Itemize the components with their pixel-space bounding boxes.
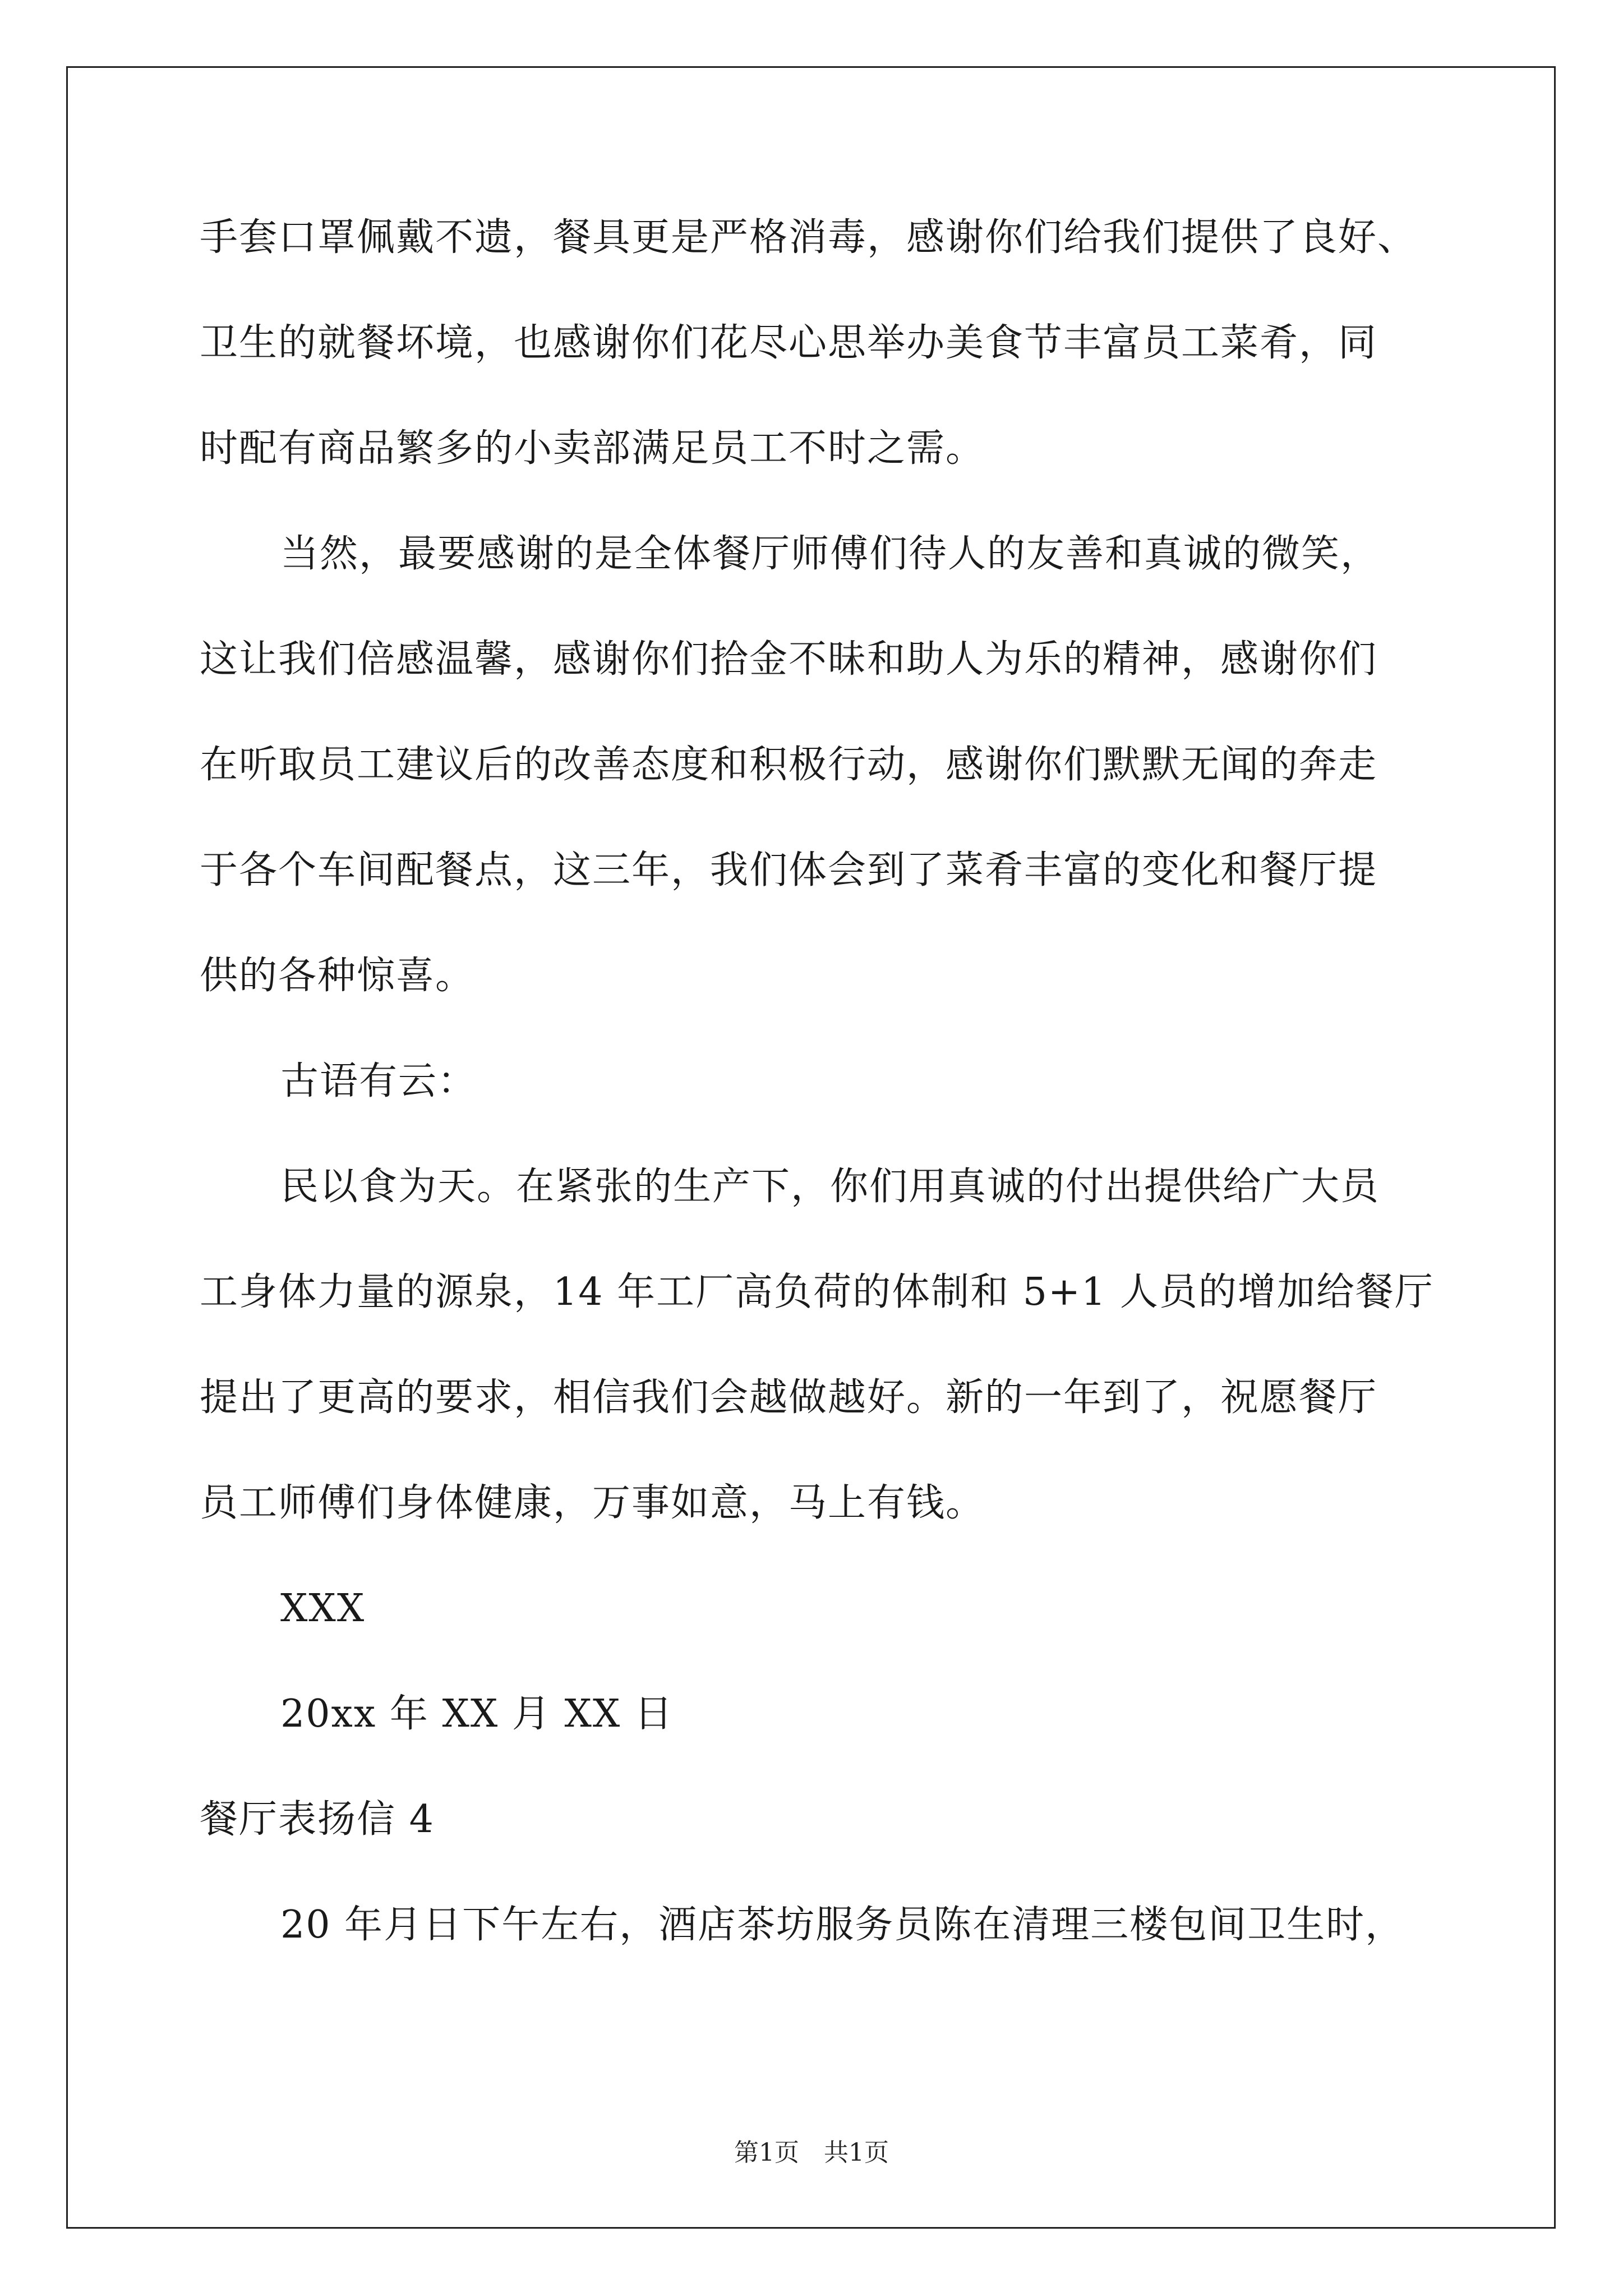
- text-line: 时配有商品繁多的小卖部满足员工不时之需。: [200, 426, 985, 471]
- text-line: 民以食为天。在紧张的生产下，你们用真诚的付出提供给广大员: [280, 1165, 1380, 1209]
- text-line: 工身体力量的源泉，14 年工厂高负荷的体制和 5+1 人员的增加给餐厅: [200, 1270, 1434, 1314]
- page-footer: 第1页 共1页: [734, 2138, 889, 2167]
- text-line: 古语有云：: [280, 1059, 477, 1103]
- text-line: 手套口罩佩戴不遗，餐具更是严格消毒，感谢你们给我们提供了良好、: [200, 215, 1417, 260]
- section-heading: 餐厅表扬信 4: [200, 1797, 435, 1842]
- text-line: 供的各种惊喜。: [200, 954, 475, 998]
- signature-name: XXX: [280, 1586, 366, 1631]
- text-line: 当然，最要感谢的是全体餐厅师傅们待人的友善和真诚的微笑，: [280, 532, 1380, 576]
- text-line: 卫生的就餐坏境，也感谢你们花尽心思举办美食节丰富员工菜肴，同: [200, 321, 1378, 365]
- signature-date: 20xx 年 XX 月 XX 日: [280, 1692, 674, 1736]
- text-line: 这让我们倍感温馨，感谢你们拾金不昧和助人为乐的精神，感谢你们: [200, 637, 1378, 682]
- text-line: 20 年月日下午左右，酒店茶坊服务员陈在清理三楼包间卫生时，: [280, 1903, 1405, 1947]
- text-line: 提出了更高的要求，相信我们会越做越好。新的一年到了，祝愿餐厅: [200, 1375, 1378, 1420]
- text-line: 于各个车间配餐点，这三年，我们体会到了菜肴丰富的变化和餐厅提: [200, 848, 1378, 892]
- document-body: [200, 185, 1456, 1978]
- text-line: 在听取员工建议后的改善态度和积极行动，感谢你们默默无闻的奔走: [200, 743, 1378, 787]
- text-line: 员工师傅们身体健康，万事如意，马上有钱。: [200, 1481, 985, 1525]
